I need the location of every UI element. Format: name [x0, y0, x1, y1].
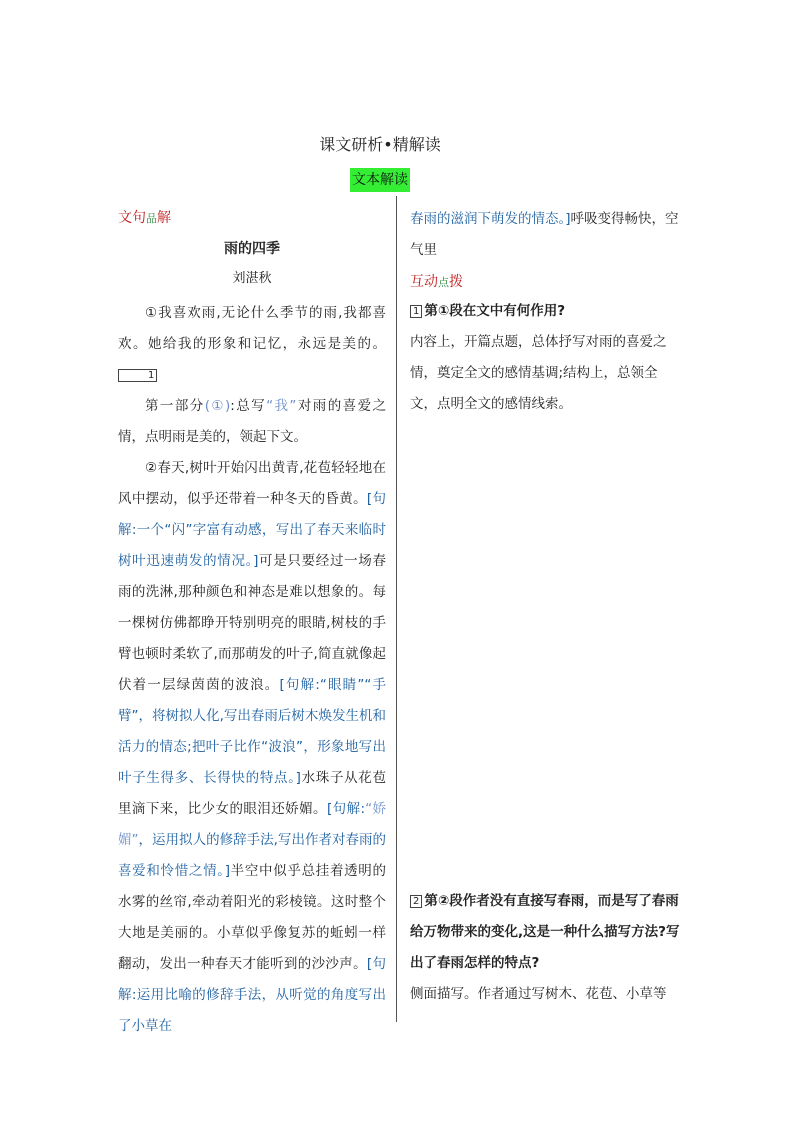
paragraph-2 — [118, 453, 386, 1042]
question-2 — [410, 886, 682, 979]
right-column — [410, 204, 682, 1002]
interaction-label — [410, 268, 682, 296]
sentence-note-3c: ，运用拟人的修辞手法,写出作者对春雨的喜爱和怜惜之情。] — [118, 832, 386, 879]
sentence-note-3a: [句解: — [326, 801, 366, 817]
page-title: 课文研析•精解读 — [319, 135, 441, 154]
part-quote: “我” — [266, 398, 297, 414]
part-label: 第一部分 — [145, 398, 205, 414]
sentence-note-3-quote: “娇媚” — [118, 801, 386, 848]
article-author: 刘湛秋 — [232, 271, 272, 286]
continuation — [410, 204, 682, 266]
interaction-label-text: 互动 — [410, 274, 438, 290]
question-ref-1[interactable]: 1 — [118, 369, 157, 382]
sentence-note-1: [句解:一个“闪”字富有动感，写出了春天来临时树叶迅速萌发的情况。] — [118, 491, 387, 569]
continuation-note: 春雨的滋润下萌发的情态。] — [410, 211, 571, 227]
paragraph-2-text-1: ②春天,树叶开始闪出黄青,花苞轻轻地在风中摆动，似乎还带着一种冬天的昏黄。 — [118, 460, 386, 507]
interaction-mark-icon: 点 — [438, 276, 449, 289]
answer-1: 内容上，开篇点题，总体抒写对雨的喜爱之情，奠定全文的感情基调;结构上，总领全文，点明全文的感情线索。 — [410, 334, 667, 412]
question-1 — [410, 296, 682, 327]
continuation-text: 呼吸变得畅快，空气里 — [410, 211, 679, 258]
paragraph-2-text-4: 半空中似乎总挂着透明的水雾的丝帘,牵动着阳光的彩棱镜。这时整个大地是美丽的。小草似乎像复苏的蚯蚓一样翻动，发出一种春天才能听到的沙沙声。 — [118, 863, 386, 972]
sentence-note-2: [句解:“眼睛”“手臂”，将树拟人化,写出春雨后树木焕发生机和活力的情态;把叶子比作“波浪”，形象地写出叶子生得多、长得快的特点。] — [118, 677, 387, 786]
part-summary-text-2: 对雨的喜爱之情，点明雨是美的，领起下文。 — [118, 398, 386, 445]
question-2-text: 第②段作者没有直接写春雨，而是写了春雨给万物带来的变化,这是一种什么描写方法?写出了春雨怎样的特点? — [410, 893, 680, 971]
question-2-block — [410, 886, 682, 1010]
paragraph-1-text: ①我喜欢雨,无论什么季节的雨,我都喜欢。她给我的形象和记忆，永远是美的。 — [118, 305, 386, 352]
part-summary — [118, 391, 386, 453]
paragraph-1 — [118, 298, 386, 391]
interaction-label-text-2: 拨 — [449, 274, 463, 290]
article-title: 雨的四季 — [224, 241, 280, 257]
section-label-text-2: 解 — [157, 210, 171, 226]
paragraph-2-text-2: 可是只要经过一场春雨的洗淋,那种颜色和神态是难以想象的。每一棵树仿佛都睁开特别明亮的眼睛,树枝的手臂也顿时柔软了,而那萌发的叶子,简直就像起伏着一层绿茵茵的波浪。 — [118, 553, 386, 693]
sentence-note-4: [句解:运用比喻的修辞手法，从听觉的角度写出了小草在 — [118, 956, 387, 1034]
part-range: (①) — [204, 398, 231, 414]
part-summary-text: :总写 — [230, 398, 267, 414]
section-badge: 文本解读 — [350, 168, 410, 192]
question-1-text: 第①段在文中有何作用? — [424, 303, 566, 319]
question-2-number[interactable]: 2 — [410, 895, 422, 908]
answer-2: 侧面描写。作者通过写树木、花苞、小草等 — [410, 986, 667, 1002]
left-column — [118, 204, 386, 1042]
question-1-number[interactable]: 1 — [410, 305, 422, 318]
paragraph-2-text-3: 水珠子从花苞里滴下来，比少女的眼泪还娇媚。 — [118, 770, 386, 817]
label-mark-icon: 品 — [146, 212, 157, 225]
column-divider — [396, 196, 397, 1022]
section-label-text: 文句 — [118, 210, 146, 226]
section-label — [118, 204, 386, 232]
